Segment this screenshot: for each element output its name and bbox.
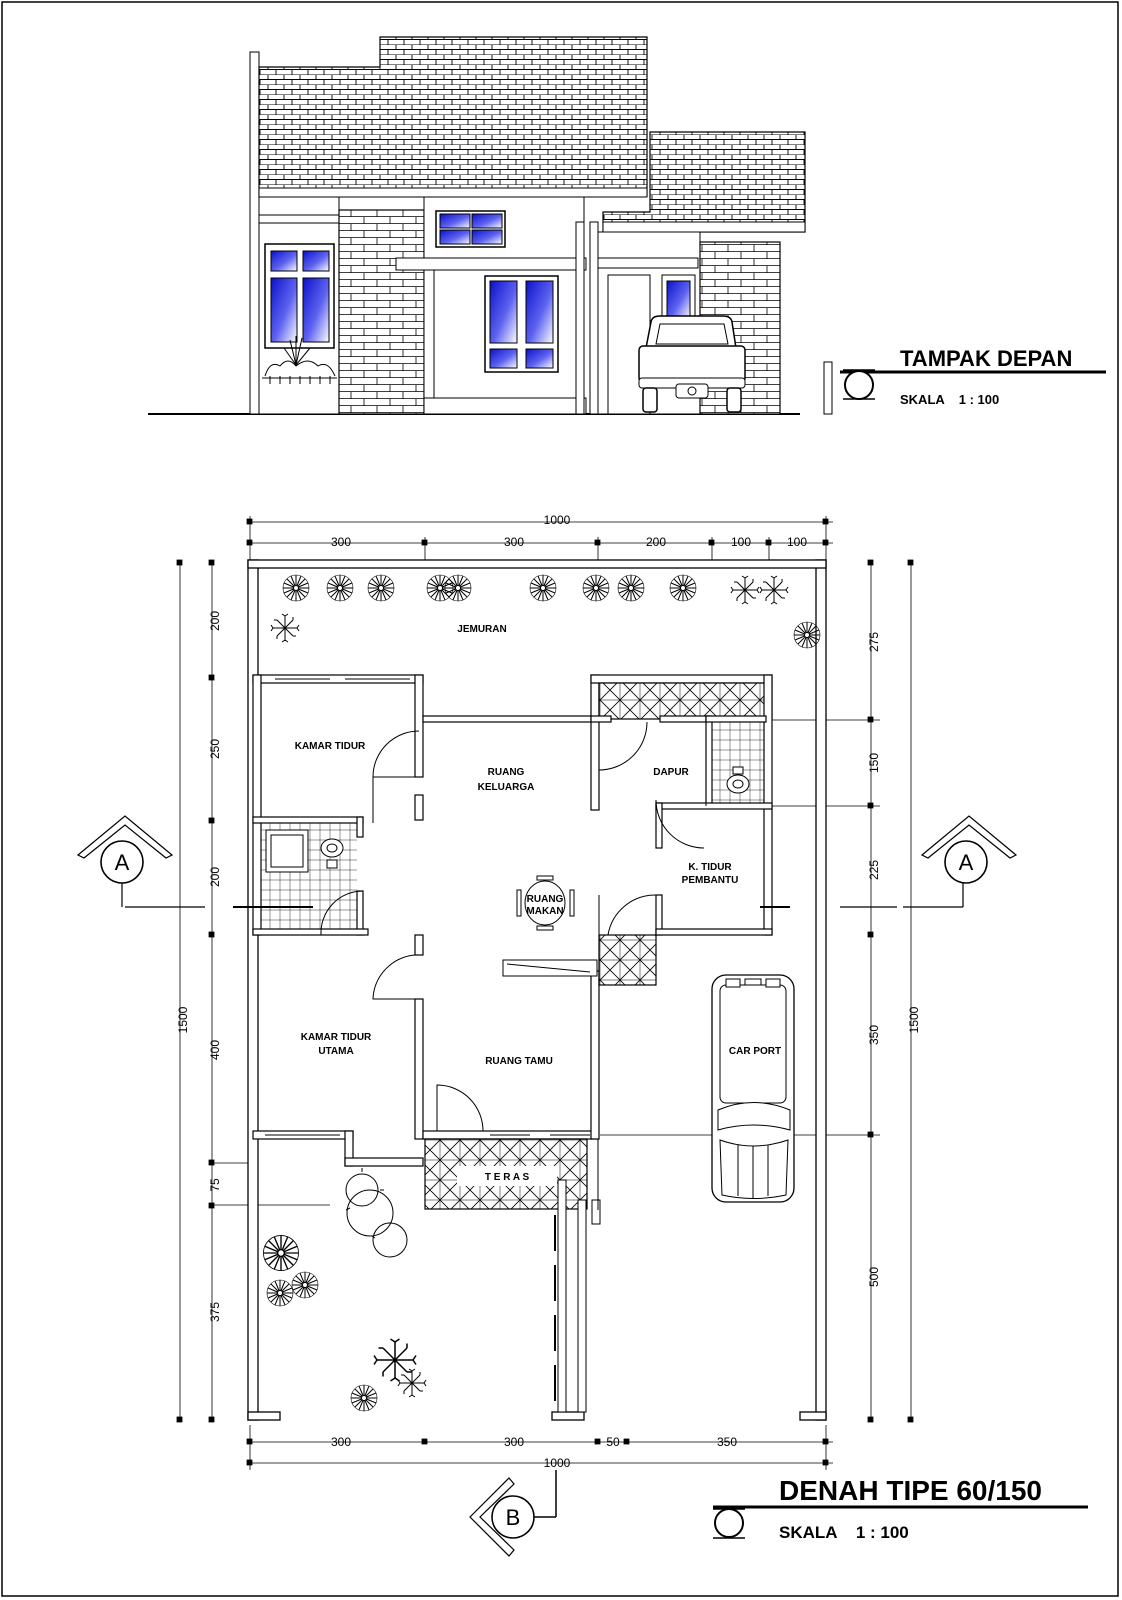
room-label-jemuran: JEMURAN	[457, 624, 507, 635]
dim-bottom-1: 300	[330, 1435, 352, 1449]
car-elevation	[639, 316, 745, 412]
counter	[503, 960, 597, 976]
dim-top-3: 200	[645, 535, 667, 549]
front-elevation	[148, 37, 832, 414]
dim-left-6: 375	[208, 1301, 222, 1323]
car-plan	[712, 975, 794, 1202]
plan-scale: SKALA 1 : 100	[779, 1523, 909, 1542]
section-label-a-right: A	[958, 850, 974, 875]
room-label-ruang-tamu: RUANG TAMU	[485, 1056, 553, 1067]
dim-bottom-4: 350	[716, 1435, 738, 1449]
garden-trees-front	[263, 1168, 426, 1411]
dim-bottom-2: 300	[503, 1435, 525, 1449]
dim-top-1: 300	[330, 535, 352, 549]
room-label-dapur: DAPUR	[653, 767, 689, 778]
room-label-kamar-tidur: KAMAR TIDUR	[294, 741, 366, 752]
dim-left-1: 200	[208, 610, 222, 632]
dim-bottom-total: 1000	[543, 1456, 571, 1470]
plan-title-block	[713, 1475, 1088, 1542]
section-marker-a-right	[922, 816, 1016, 883]
garden-trees-top	[271, 575, 820, 648]
dim-right-4: 350	[867, 1024, 881, 1046]
plan-title: DENAH TIPE 60/150	[779, 1475, 1042, 1506]
dim-left-5: 75	[208, 1178, 222, 1192]
dim-left-total: 1500	[176, 1006, 190, 1034]
dim-top-total: 1000	[543, 513, 571, 527]
dim-right-total: 1500	[907, 1006, 921, 1034]
section-label-b: B	[505, 1505, 521, 1530]
elevation-title: TAMPAK DEPAN	[900, 346, 1073, 371]
dim-right-5: 500	[867, 1266, 881, 1288]
room-label-teras: T E R A S	[484, 1172, 530, 1183]
room-label-kamar-tidur-utama-1: KAMAR TIDUR	[300, 1032, 372, 1043]
dim-left-4: 400	[208, 1039, 222, 1061]
elevation-title-block	[840, 346, 1106, 407]
room-label-kamar-tidur-utama-2: UTAMA	[318, 1046, 354, 1057]
section-marker-b	[470, 1470, 556, 1556]
room-label-ruang-keluarga-1: RUANG	[487, 767, 525, 778]
dim-top-5: 100	[786, 535, 808, 549]
room-label-ruang-makan-1: RUANG	[526, 894, 564, 905]
section-marker-a-left	[78, 816, 172, 883]
dim-left-3: 200	[208, 866, 222, 888]
dim-left-2: 250	[208, 738, 222, 760]
floor-plan	[78, 513, 1016, 1556]
elevation-scale: SKALA 1 : 100	[900, 392, 1000, 407]
dim-right-1: 275	[867, 631, 881, 653]
section-label-a-left: A	[114, 850, 130, 875]
room-label-ruang-keluarga-2: KELUARGA	[477, 782, 535, 793]
dim-right-3: 225	[867, 859, 881, 881]
dim-top-2: 300	[503, 535, 525, 549]
room-label-car-port: CAR PORT	[728, 1046, 782, 1057]
dim-bottom-3: 50	[606, 1435, 620, 1449]
dim-top-4: 100	[730, 535, 752, 549]
room-label-k-tidur-pembantu-2: PEMBANTU	[681, 875, 739, 886]
dim-right-2: 150	[867, 752, 881, 774]
room-label-ruang-makan-2: MAKAN	[526, 906, 564, 917]
room-label-k-tidur-pembantu-1: K. TIDUR	[688, 862, 732, 873]
